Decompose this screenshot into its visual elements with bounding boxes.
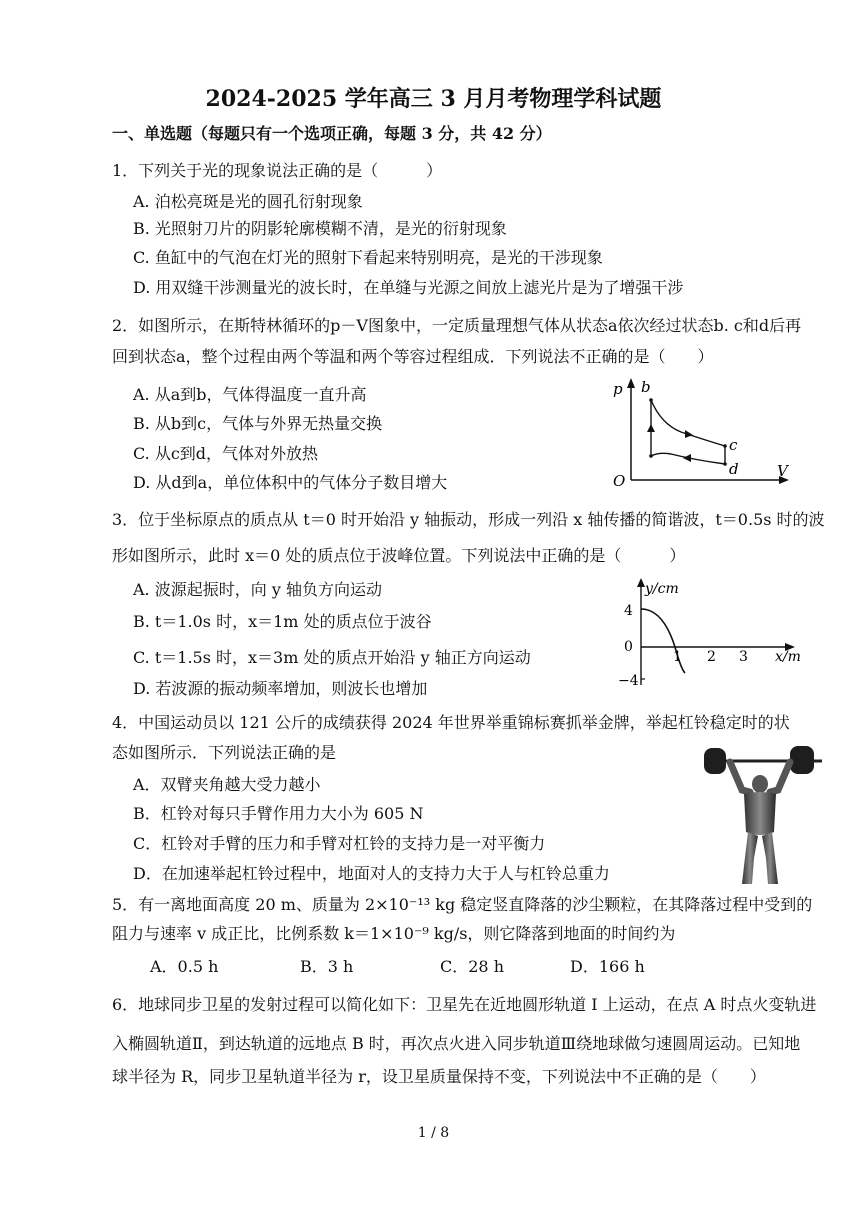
q2-option-b: B. 从b到c，气体与外界无热量交换 xyxy=(133,414,383,433)
point-b xyxy=(649,398,653,402)
q2-option-a: A. 从a到b，气体得温度一直升高 xyxy=(133,385,367,404)
q2-option-c: C. 从c到d，气体对外放热 xyxy=(133,444,319,463)
right-leg xyxy=(762,832,778,884)
q1-option-d: D. 用双缝干涉测量光的波长时，在单缝与光源之间放上滤光片是为了增强干涉 xyxy=(133,278,684,297)
point-d xyxy=(723,462,727,466)
x-tick-2: 2 xyxy=(707,649,716,665)
q2-pv-graph xyxy=(605,376,805,488)
q3-stem-line2: 形如图所示，此时 x＝0 处的质点位于波峰位置。下列说法中正确的是（ ） xyxy=(112,546,686,565)
weightlifter-figure xyxy=(698,740,828,888)
q3-option-c: C. t＝1.5s 时，x＝3m 处的质点开始沿 y 轴正方向运动 xyxy=(133,648,531,667)
q1-stem: 1．下列关于光的现象说法正确的是（ ） xyxy=(112,161,443,180)
left-arm xyxy=(730,762,750,792)
q6-stem-line1: 6．地球同步卫星的发射过程可以简化如下：卫星先在近地圆形轨道 I 上运动，在点 A 时点火变轨进 xyxy=(112,995,817,1014)
q1-option-a: A. 泊松亮斑是光的圆孔衍射现象 xyxy=(133,192,363,211)
q3-option-d: D. 若波源的振动频率增加，则波长也增加 xyxy=(133,679,428,698)
q3-option-b: B. t＝1.0s 时，x＝1m 处的质点位于波谷 xyxy=(133,612,432,631)
label-b: b xyxy=(641,378,651,396)
point-a xyxy=(649,454,653,458)
q3-wave-graph xyxy=(615,577,815,689)
q5-stem-line1: 5．有一离地面高度 20 m、质量为 2×10⁻¹³ kg 稳定竖直降落的沙尘颗粒，在其降落过程中受到的 xyxy=(112,895,813,914)
q6-stem-line3: 球半径为 R，同步卫星轨道半径为 r，设卫星质量保持不变，下列说法中不正确的是（ ） xyxy=(112,1067,766,1086)
head xyxy=(752,775,768,793)
point-c xyxy=(723,444,727,448)
q1-option-c: C. 鱼缸中的气泡在灯光的照射下看起来特别明亮，是光的干涉现象 xyxy=(133,248,603,267)
q2-stem-line2: 回到状态a，整个过程由两个等温和两个等容过程组成．下列说法不正确的是（ ） xyxy=(112,347,714,366)
p-axis-arrow xyxy=(627,378,635,388)
q4-stem-line2: 态如图所示．下列说法正确的是 xyxy=(112,743,337,762)
q5-option-d: D．166 h xyxy=(570,957,645,976)
label-c: c xyxy=(729,436,738,454)
q3-stem-line1: 3．位于坐标原点的质点从 t＝0 时开始沿 y 轴振动，形成一列沿 x 轴传播的简谐波，t＝0.5s 时的波 xyxy=(112,510,825,529)
q4-stem-line1: 4．中国运动员以 121 公斤的成绩获得 2024 年世界举重锦标赛抓举金牌，举起杠铃稳定时的状 xyxy=(112,713,790,732)
q2-stem-line1: 2．如图所示，在斯特林循环的p－V图象中，一定质量理想气体从状态a依次经过状态b. c和d后再 xyxy=(112,316,802,335)
q2-option-d: D. 从d到a，单位体积中的气体分子数目增大 xyxy=(133,473,448,492)
right-plate xyxy=(790,746,814,774)
y-tick-0: 0 xyxy=(624,639,633,655)
section-heading: 一、单选题（每题只有一个选项正确，每题 3 分，共 42 分） xyxy=(112,124,552,143)
q5-option-b: B．3 h xyxy=(300,957,354,976)
v-axis-label: V xyxy=(777,462,788,480)
q5-option-a: A．0.5 h xyxy=(150,957,219,976)
y-tick-4: 4 xyxy=(624,603,633,619)
q4-option-a: A．双臂夹角越大受力越小 xyxy=(133,775,321,794)
ab-arrow xyxy=(647,424,655,432)
x-axis-label: x/m xyxy=(775,649,801,665)
y-axis-arrow xyxy=(637,578,645,587)
y-tick-neg4: −4 xyxy=(618,673,639,689)
q4-option-b: B．杠铃对每只手臂作用力大小为 605 N xyxy=(133,804,424,823)
page-title: 2024-2025 学年高三 3 月月考物理学科试题 xyxy=(205,86,662,112)
q6-stem-line2: 入椭圆轨道Ⅱ，到达轨道的远地点 B 时，再次点火进入同步轨道Ⅲ绕地球做匀速圆周运动。已知地 xyxy=(112,1034,801,1053)
q5-stem-line2: 阻力与速率 v 成正比，比例系数 k＝1×10⁻⁹ kg/s，则它降落到地面的时间约为 xyxy=(112,924,676,943)
x-tick-3: 3 xyxy=(739,649,748,665)
process-bc xyxy=(651,400,725,446)
da-arrow xyxy=(683,454,691,462)
q1-option-b: B. 光照射刀片的阴影轮廓模糊不清，是光的衍射现象 xyxy=(133,219,507,238)
q4-option-c: C．杠铃对手臂的压力和手臂对杠铃的支持力是一对平衡力 xyxy=(133,834,546,853)
q5-option-c: C．28 h xyxy=(440,957,504,976)
y-axis-label: y/cm xyxy=(645,581,679,597)
p-axis-label: p xyxy=(613,380,623,398)
left-plate xyxy=(704,748,726,774)
left-leg xyxy=(742,832,758,884)
label-d: d xyxy=(729,460,739,478)
q4-option-d: D．在加速举起杠铃过程中，地面对人的支持力大于人与杠铃总重力 xyxy=(133,864,610,883)
right-arm xyxy=(770,762,790,792)
x-tick-1: 1 xyxy=(673,649,682,665)
page-number: 1 / 8 xyxy=(417,1125,450,1141)
q3-option-a: A. 波源起振时，向 y 轴负方向运动 xyxy=(133,580,382,599)
origin-label: O xyxy=(613,472,626,488)
bc-arrow xyxy=(685,430,693,438)
torso xyxy=(744,792,776,835)
